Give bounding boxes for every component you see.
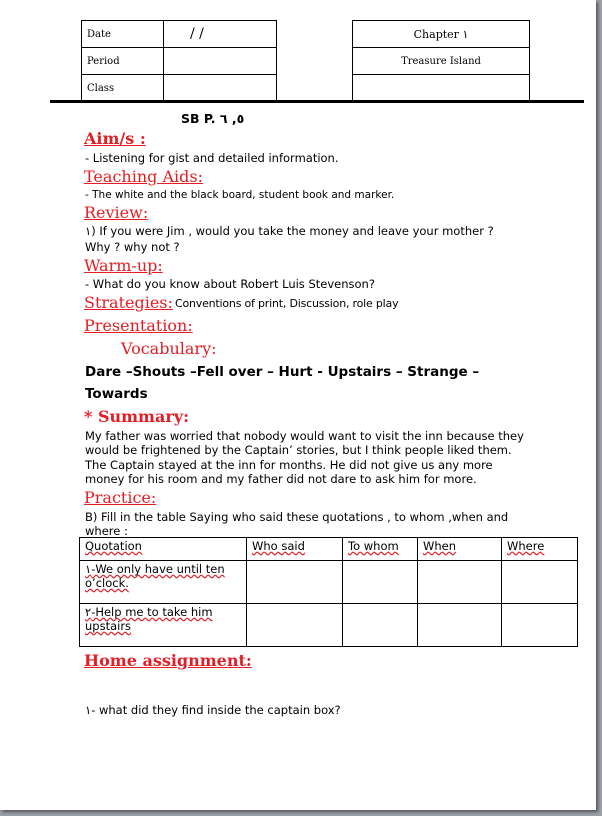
summary-heading-text: * Summary: (84, 407, 189, 426)
quotation-cell-2 (80, 604, 247, 647)
period-row (82, 48, 277, 75)
practice-table (79, 537, 578, 647)
vocabulary-heading: Vocabulary: (121, 339, 217, 358)
who-said-cell-2[interactable] (247, 604, 343, 647)
review-followup: Why ? why not ? (85, 240, 180, 254)
aims-text: - Listening for gist and detailed information. (85, 151, 339, 165)
where-cell-1[interactable] (502, 561, 578, 604)
summary-line-1: My father was worried that nobody would want to visit the inn because they (85, 429, 524, 443)
aims-heading: Aim/s : (84, 129, 146, 148)
col-quotation: Quotation (80, 538, 247, 561)
strategies-heading: Strategies: (84, 293, 173, 312)
table-row (80, 561, 578, 604)
review-heading: Review: (84, 203, 149, 222)
chapter-info-table (352, 20, 530, 102)
summary-line-2: would be frightened by the Captain’ stories, but I think people liked them. (85, 443, 512, 457)
period-label: Period (82, 48, 164, 75)
class-value (164, 75, 277, 102)
quotation-cell-1 (80, 561, 247, 604)
quotation-2-line2: upstairs (85, 619, 132, 633)
vocabulary-words-line2: Towards (85, 386, 148, 402)
col-when: When (418, 538, 502, 561)
home-assignment-heading: Home assignment: (84, 651, 252, 670)
chapter-label: Chapter ١ (353, 21, 530, 48)
summary-line-3: The Captain stayed at the inn for months. He did not give us any more (85, 458, 493, 472)
vocabulary-words-line1: Dare –Shouts –Fell over – Hurt - Upstairs – Strange – (85, 364, 480, 380)
when-cell-2[interactable] (418, 604, 502, 647)
who-said-cell-1[interactable] (247, 561, 343, 604)
teaching-aids-heading: Teaching Aids: (84, 167, 203, 186)
summary-line-4: money for his room and my father did not dare to ask him for more. (85, 472, 477, 486)
teaching-aids-text: - The white and the black board, student book and marker. (85, 189, 395, 201)
col-who-said: Who said (247, 538, 343, 561)
quotation-1-line2: o’clock. (85, 576, 129, 590)
strategies-text: Conventions of print, Discussion, role play (175, 297, 399, 310)
header-divider (50, 100, 584, 103)
practice-instruction-line1: B) Fill in the table Saying who said these quotations , to whom ,when and (85, 510, 509, 524)
quotation-2-line1: ٢-Help me to take him (85, 605, 213, 619)
to-whom-cell-1[interactable] (343, 561, 418, 604)
book-title: Treasure Island (353, 48, 530, 75)
when-cell-1[interactable] (418, 561, 502, 604)
chapter-empty-cell (353, 75, 530, 102)
class-label: Class (82, 75, 164, 102)
col-where: Where (502, 538, 578, 561)
practice-instruction-line2: where : (85, 524, 128, 538)
review-question: ١) If you were Jim , would you take the money and leave your mother ? (85, 224, 494, 238)
warm-up-heading: Warm-up: (84, 256, 163, 275)
practice-table-header (80, 538, 578, 561)
quotation-1-line1: ١-We only have until ten (85, 562, 225, 576)
class-row (82, 75, 277, 102)
date-label: Date (82, 21, 164, 48)
lesson-info-table (81, 20, 277, 102)
warm-up-text: - What do you know about Robert Luis Stevenson? (85, 277, 375, 291)
date-value: / / (164, 21, 277, 48)
to-whom-cell-2[interactable] (343, 604, 418, 647)
student-book-reference: SB P. ٥, ٦ (181, 111, 245, 126)
where-cell-2[interactable] (502, 604, 578, 647)
summary-heading (84, 408, 189, 426)
date-row (82, 21, 277, 48)
home-assignment-text: ١- what did they find inside the captain box? (85, 703, 341, 717)
period-value (164, 48, 277, 75)
presentation-heading: Presentation: (84, 316, 193, 335)
col-to-whom: To whom (343, 538, 418, 561)
table-row (80, 604, 578, 647)
practice-heading: Practice: (84, 488, 157, 507)
